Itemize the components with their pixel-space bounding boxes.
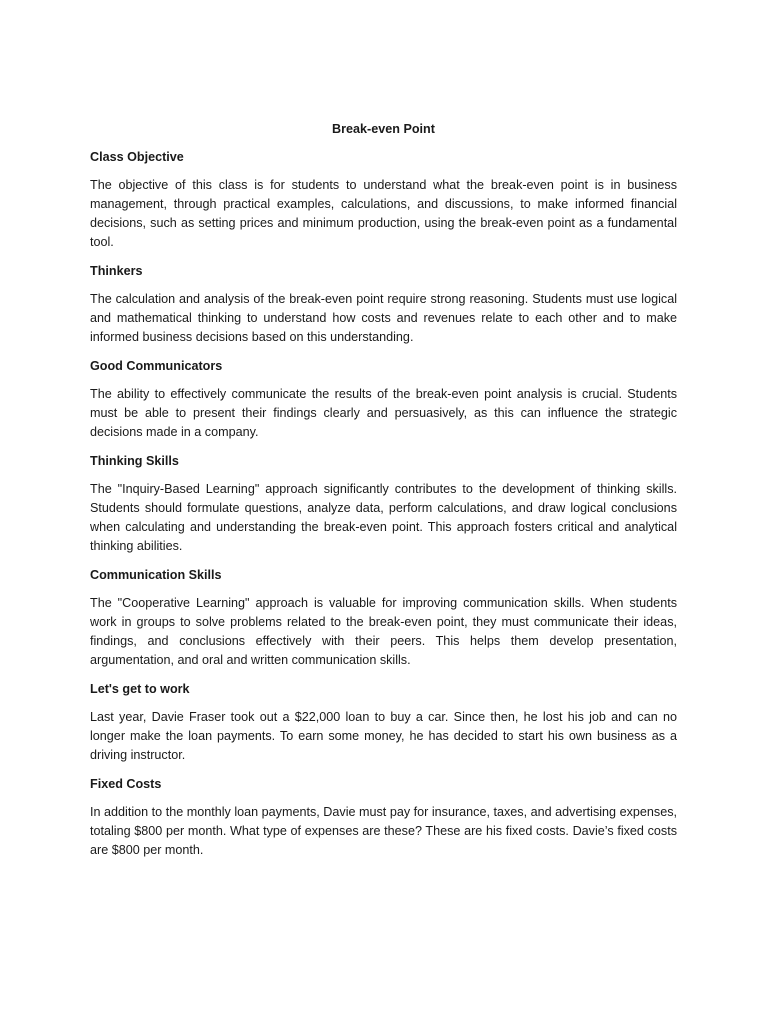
section-paragraph: In addition to the monthly loan payments, Davie must pay for insurance, taxes, and advertising expenses, totaling $800 per month. What type of expenses are these? These are his fixed costs. Davie’s fixed costs are $800 per month.	[90, 805, 677, 857]
section-thinking-skills	[90, 452, 677, 556]
section-thinkers	[90, 262, 677, 347]
section-paragraph: The calculation and analysis of the break-even point require strong reasoning. Students must use logical and mathematical thinking to understand how costs and revenues relate to each other and to make informed business decisions based on this understanding.	[90, 292, 677, 344]
section-heading: Thinking Skills	[90, 454, 179, 468]
section-heading: Let's get to work	[90, 682, 190, 696]
section-class-objective	[90, 148, 677, 252]
section-paragraph: The "Inquiry-Based Learning" approach significantly contributes to the development of thinking skills. Students should formulate questions, analyze data, perform calculations, and draw logical conclusions when calculating and understanding the break-even point. This approach fosters critical and analytical thinking abilities.	[90, 482, 677, 553]
section-fixed-costs	[90, 775, 677, 860]
section-heading: Class Objective	[90, 150, 184, 164]
section-heading: Thinkers	[90, 264, 143, 278]
section-lets-get-to-work	[90, 680, 677, 765]
document-title: Break-even Point	[332, 122, 435, 136]
section-paragraph: The ability to effectively communicate the results of the break-even point analysis is crucial. Students must be able to present their findings clearly and persuasively, as this can influence the strategic decisions made in a company.	[90, 387, 677, 439]
section-good-communicators	[90, 357, 677, 442]
section-paragraph: The "Cooperative Learning" approach is valuable for improving communication skills. When students work in groups to solve problems related to the break-even point, they must communicate their ideas, findings, and conclusions effectively with their peers. This helps them develop presentation, argumentation, and oral and written communication skills.	[90, 596, 677, 667]
section-communication-skills	[90, 566, 677, 670]
document-page	[90, 120, 677, 870]
section-paragraph: Last year, Davie Fraser took out a $22,000 loan to buy a car. Since then, he lost his job and can no longer make the loan payments. To earn some money, he has decided to start his own business as a driving instructor.	[90, 710, 677, 762]
section-heading: Good Communicators	[90, 359, 223, 373]
section-heading: Communication Skills	[90, 568, 222, 582]
section-paragraph: The objective of this class is for students to understand what the break-even point is in business management, through practical examples, calculations, and discussions, to make informed financial decisions, such as setting prices and minimum production, using the break-even point as a fundamental tool.	[90, 178, 677, 249]
section-heading: Fixed Costs	[90, 777, 162, 791]
